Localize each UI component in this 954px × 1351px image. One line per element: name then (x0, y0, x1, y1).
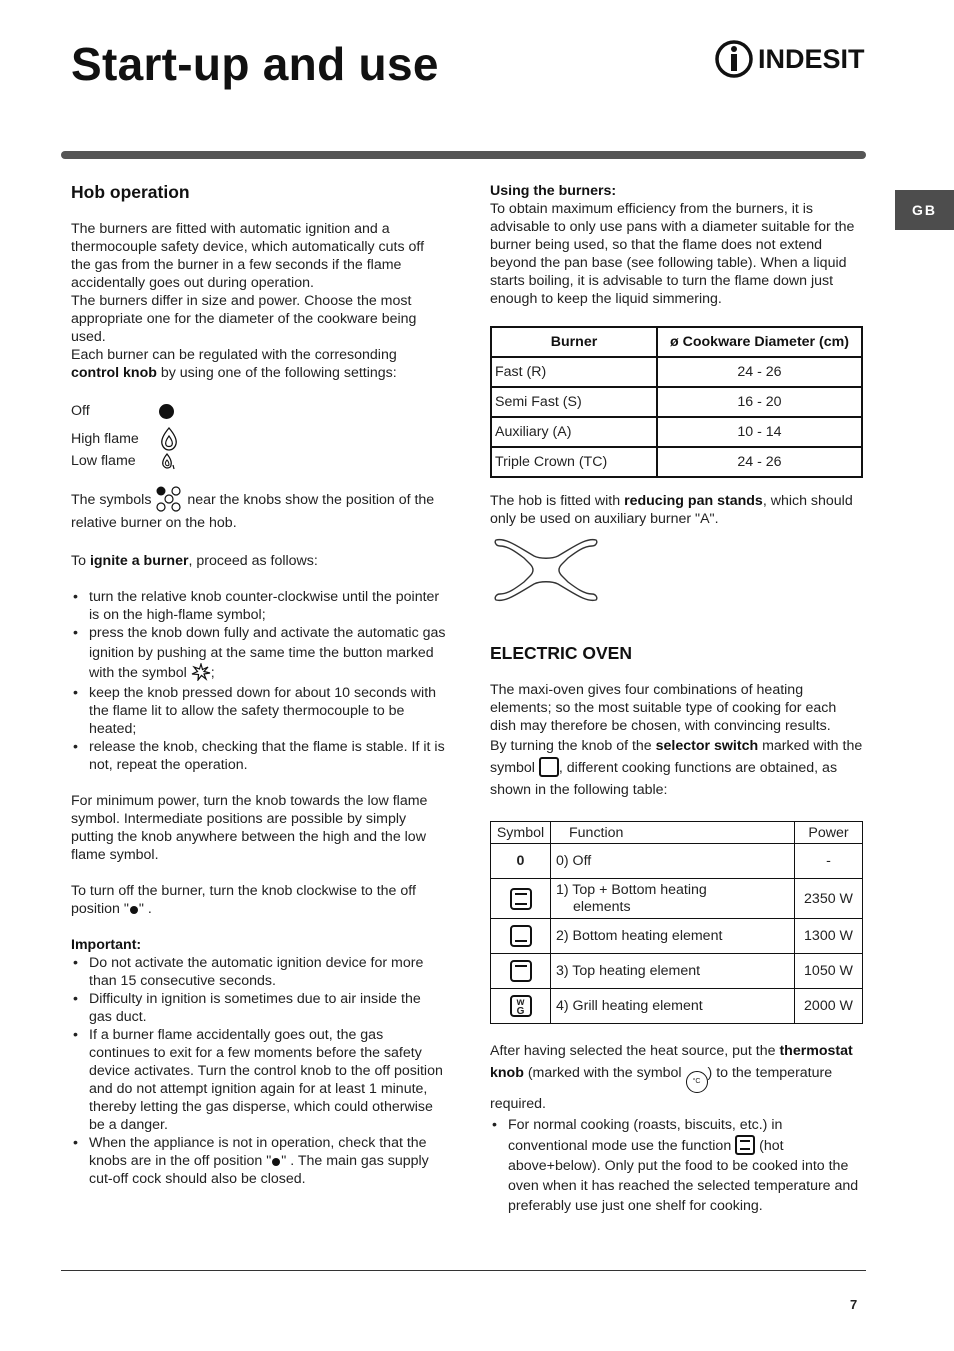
table-header: Function (551, 822, 795, 844)
knob-settings (71, 400, 446, 472)
language-tab: GB (895, 190, 954, 230)
indesit-i-icon (714, 38, 754, 80)
table-row (491, 417, 862, 447)
grill-icon: w G (510, 995, 532, 1017)
turn-off-para: To turn off the burner, turn the knob clockwise to the off position " " . (71, 882, 416, 917)
ignite-steps (71, 588, 446, 774)
ignition-spark-icon (191, 663, 211, 681)
table-row (491, 447, 862, 477)
table-cell (491, 989, 551, 1024)
table-header: ø Cookware Diameter (cm) (657, 327, 862, 357)
hob-para-1: The burners are fitted with automatic ignition and a thermocouple safety device, which automatically cuts off the gas from the burner in a few seconds if the flame accidentally goes out during operation. (71, 221, 425, 291)
setting-off (71, 400, 446, 422)
hob-para-3: Each burner can be regulated with the corresonding control knob by using one of the following settings: (71, 347, 397, 381)
burner-table (490, 326, 863, 478)
hob-heading: Hob operation (71, 182, 190, 202)
off-dot-icon (272, 1158, 280, 1166)
pan-stand-para: The hob is fitted with reducing pan stands, which should only be used on auxiliary burner "A". (490, 493, 853, 527)
ignite-intro: To ignite a burner, proceed as follows: (71, 553, 318, 569)
off-dot-icon (159, 404, 174, 419)
high-flame-icon (159, 427, 179, 451)
table-cell: 1300 W (795, 919, 863, 954)
off-dot-icon (130, 906, 138, 914)
table-cell: Semi Fast (S) (491, 387, 657, 417)
selector-switch-icon (539, 757, 559, 777)
table-cell: 3) Top heating element (551, 954, 795, 989)
low-flame-icon (159, 451, 177, 471)
list-item: • release the knob, checking that the flame is stable. If it is not, repeat the operation. (71, 738, 446, 774)
table-cell: 4) Grill heating element (551, 989, 795, 1024)
table-cell: Triple Crown (TC) (491, 447, 657, 477)
right-column (490, 180, 865, 1216)
using-text: To obtain maximum efficiency from the burners, it is advisable to only use pans with a diameter suitable for the burner being used, so that the flame does not extend beyond the pan base (see following table). When a liquid starts boiling, it is advisable to turn the flame down just enough to keep the liquid simmering. (490, 201, 855, 307)
table-row (491, 954, 863, 989)
setting-low (71, 450, 446, 472)
list-item: • When the appliance is not in operation, check that the knobs are in the off position " " . The main gas supply cut-off cock should also be closed. (71, 1134, 446, 1188)
list-item: • If a burner flame accidentally goes out, the gas continues to exit for a few moments before the safety device activates. Turn the control knob to the off position and do not attempt ignition again for at least 1 minute, thereby letting the gas disperse, which could otherwise be a danger. (71, 1026, 446, 1134)
table-row (491, 989, 863, 1024)
hob-para-2: The burners differ in size and power. Choose the most appropriate one for the diameter of the cookware being used. (71, 293, 417, 345)
table-cell: 1) Top + Bottom heating elements (551, 879, 795, 919)
left-column (71, 180, 446, 1188)
oven-heading: ELECTRIC OVEN (490, 643, 632, 663)
table-cell (491, 879, 551, 919)
list-item: • Do not activate the automatic ignition device for more than 15 consecutive seconds. (71, 954, 446, 990)
list-item: • turn the relative knob counter-clockwise until the pointer is on the high-flame symbol; (71, 588, 446, 624)
setting-label: High flame (71, 431, 139, 447)
brand-logo (714, 38, 865, 80)
table-cell: 24 - 26 (657, 447, 862, 477)
bottom-icon (510, 925, 532, 947)
thermostat-icon: °C (686, 1071, 708, 1093)
important-heading: Important: (71, 936, 142, 953)
header-divider (61, 151, 866, 159)
table-header: Symbol (491, 822, 551, 844)
normal-cooking-list (490, 1115, 865, 1216)
table-row (491, 387, 862, 417)
oven-para-1: The maxi-oven gives four combinations of heating elements; so the most suitable type of cooking for each dish may therefore be chosen, with convincing results. (490, 682, 837, 734)
thermostat-para: After having selected the heat source, put the thermostat knob (marked with the symbol °C) to the temperature required. (490, 1043, 853, 1112)
footer-divider (61, 1270, 866, 1271)
important-list (71, 954, 446, 1188)
pan-stand-icon (490, 536, 602, 602)
page-number: 7 (850, 1297, 858, 1312)
table-cell: 16 - 20 (657, 387, 862, 417)
table-cell: 10 - 14 (657, 417, 862, 447)
table-row (491, 357, 862, 387)
table-cell: Fast (R) (491, 357, 657, 387)
list-item: • For normal cooking (roasts, biscuits, etc.) in conventional mode use the function (hot above+below). Only put the food to be cooked into the oven when it has reached the selected temperature and preferably use just one shelf for cooking. (490, 1115, 865, 1216)
table-cell: 2) Bottom heating element (551, 919, 795, 954)
table-cell: 1050 W (795, 954, 863, 989)
setting-label: Low flame (71, 453, 136, 469)
table-header: Burner (491, 327, 657, 357)
burner-layout-icon (155, 486, 183, 512)
table-cell: Auxiliary (A) (491, 417, 657, 447)
top-icon (510, 960, 532, 982)
table-cell (491, 954, 551, 989)
table-cell (491, 919, 551, 954)
list-item: • Difficulty in ignition is sometimes due to air inside the gas duct. (71, 990, 446, 1026)
table-row (491, 879, 863, 919)
table-cell: 0 (491, 844, 551, 879)
brand-name: INDESIT (758, 44, 865, 74)
top-bottom-icon (510, 888, 532, 910)
function-table (490, 821, 863, 1024)
setting-high (71, 428, 446, 450)
oven-para-2: By turning the knob of the selector switch marked with the symbol , different cooking functions are obtained, as shown in the following table: (490, 738, 863, 798)
top-bottom-icon (735, 1135, 755, 1155)
table-cell: 24 - 26 (657, 357, 862, 387)
using-heading: Using the burners: (490, 183, 617, 199)
table-cell: 2000 W (795, 989, 863, 1024)
table-row (491, 844, 863, 879)
table-cell: - (795, 844, 863, 879)
list-item: • press the knob down fully and activate the automatic gas ignition by pushing at the same time the button marked with the symbol ; (71, 624, 446, 684)
page-title: Start-up and use (71, 38, 439, 90)
table-cell: 0) Off (551, 844, 795, 879)
table-row (491, 919, 863, 954)
min-power-para: For minimum power, turn the knob towards the low flame symbol. Intermediate positions are possible by simply putting the knob anywhere between the high and the low flame symbol. (71, 792, 428, 863)
table-cell: 2350 W (795, 879, 863, 919)
symbols-para: The symbols near the knobs show the position of the relative burner on the hob. (71, 486, 446, 534)
list-item: • keep the knob pressed down for about 10 seconds with the flame lit to allow the safety thermocouple to be heated; (71, 684, 446, 738)
setting-label: Off (71, 403, 90, 419)
table-header: Power (795, 822, 863, 844)
